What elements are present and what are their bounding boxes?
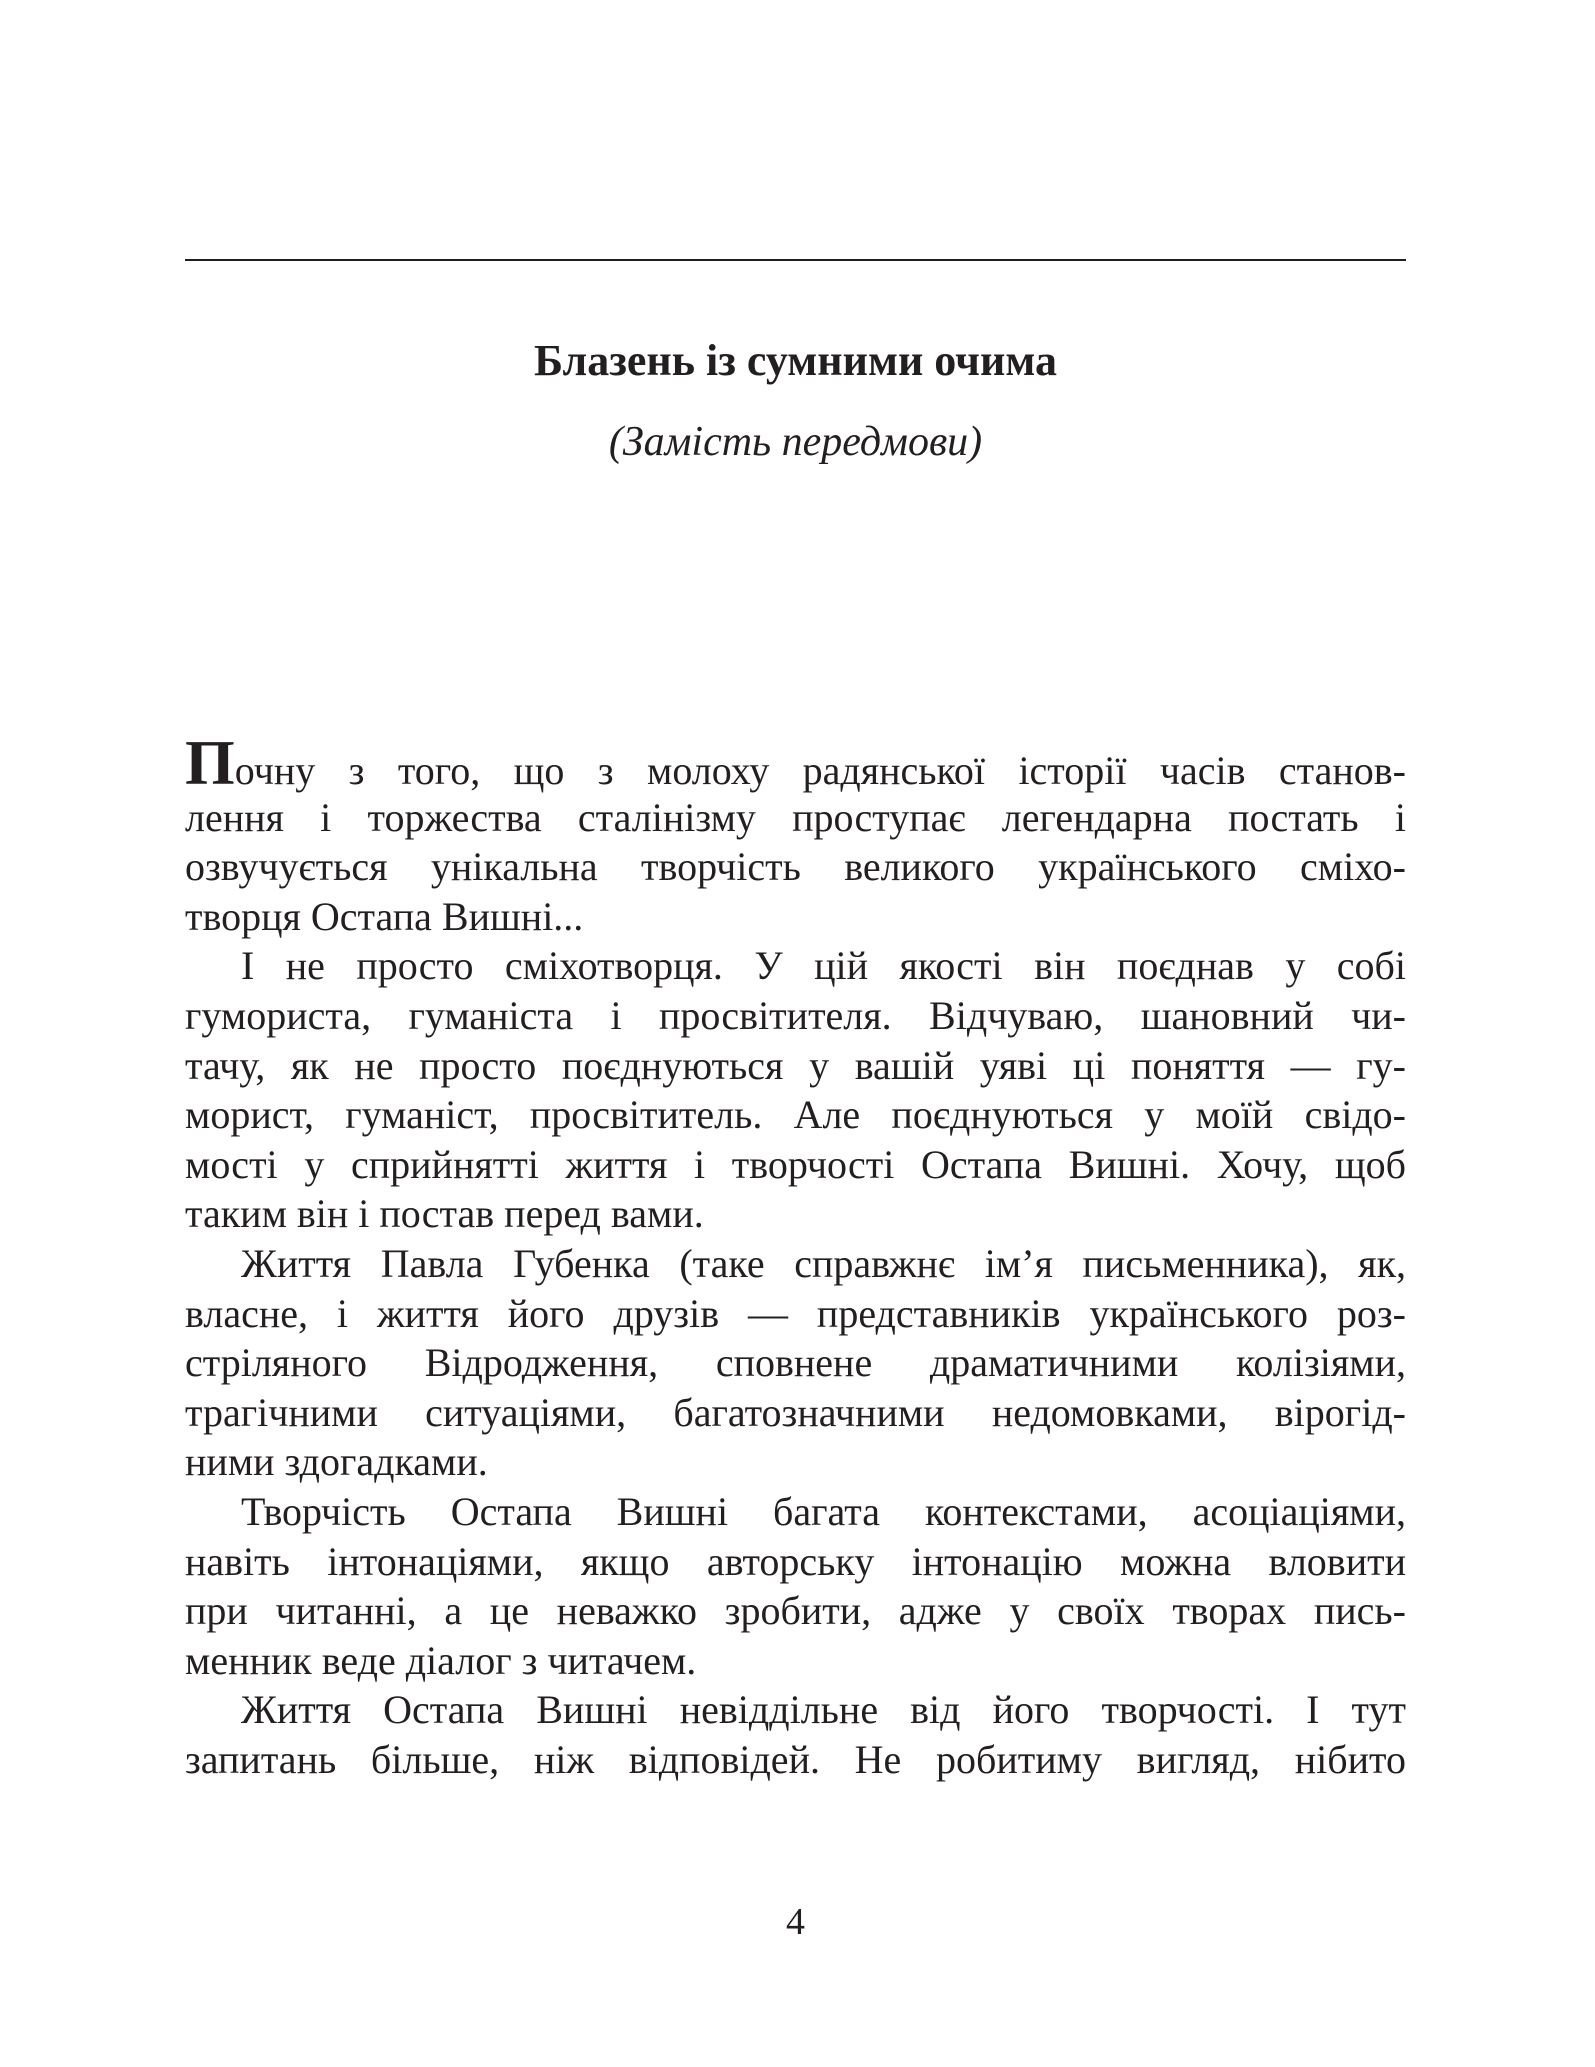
text-line [185, 892, 1406, 942]
text-line-content: менник веде діалог з читачем. [185, 1637, 697, 1683]
text-line [185, 1636, 1406, 1686]
text-line-content: стріляного Відродження, сповнене драматичними колізіями, [185, 1340, 1406, 1386]
text-line-content: трагічними ситуаціями, багатозначними недомовками, вірогід- [185, 1389, 1406, 1435]
text-line-content: власне, і життя його друзів — представників українського роз- [185, 1290, 1406, 1336]
text-line-content: мості у сприйнятті життя і творчості Остапа Вишні. Хочу, щоб [185, 1141, 1406, 1187]
text-line-content: при читанні, а це неважко зробити, адже у своїх творах пись- [185, 1588, 1406, 1634]
page-number: 4 [786, 1901, 805, 1943]
chapter-title: Блазень із сумними очима [534, 336, 1057, 385]
text-line-content: тачу, як не просто поєднуються у вашій уяві ці поняття — гу- [185, 1042, 1406, 1088]
text-line [185, 1041, 1406, 1091]
text-line-content: морист, гуманіст, просвітитель. Але поєднуються у моїй свідо- [185, 1092, 1406, 1138]
text-line-content: таким він і постав перед вами. [185, 1191, 704, 1237]
text-line-content: озвучується унікальна творчість великого українського сміхо- [185, 844, 1406, 890]
text-line-content: навіть інтонаціями, якщо авторську інтонацію можна вловити [185, 1538, 1406, 1584]
text-line [185, 1338, 1406, 1388]
text-line-content: ними здогадками. [185, 1439, 488, 1485]
text-line [185, 1487, 1406, 1537]
text-line [185, 1735, 1406, 1785]
text-line-content: І не просто сміхотворця. У цій якості він поєднав у собі [241, 943, 1406, 989]
text-line-content: лення і торжества сталінізму проступає легендарна постать і [185, 794, 1406, 840]
chapter-subtitle: (Замість передмови) [608, 419, 983, 465]
text-line [185, 793, 1406, 843]
header-rule [185, 259, 1406, 261]
text-line-content: творця Остапа Вишні... [185, 893, 584, 939]
text-line [185, 1537, 1406, 1587]
text-line-content: гумориста, гуманіста і просвітителя. Відчуваю, шановний чи- [185, 992, 1406, 1038]
text-line-content: Життя Остапа Вишні невіддільне від його творчості. І тут [241, 1687, 1406, 1733]
text-line [185, 1289, 1406, 1339]
drop-cap: П [185, 727, 235, 798]
text-line [185, 1239, 1406, 1289]
text-line [185, 1437, 1406, 1487]
body-text [185, 727, 1406, 1784]
text-line [185, 1586, 1406, 1636]
text-line [185, 991, 1406, 1041]
text-line-content: запитань більше, ніж відповідей. Не робитиму вигляд, нібито [185, 1736, 1406, 1782]
text-line [185, 1388, 1406, 1438]
text-line-content: очну з того, що з молоху радянської історії часів станов- [234, 748, 1406, 793]
text-line [185, 727, 1406, 798]
text-line [185, 1189, 1406, 1239]
text-line [185, 1090, 1406, 1140]
text-line [185, 941, 1406, 991]
text-line [185, 842, 1406, 892]
text-line-content: Творчість Остапа Вишні багата контекстами, асоціаціями, [241, 1488, 1406, 1534]
text-line [185, 1685, 1406, 1735]
text-line-content: Життя Павла Губенка (таке справжнє ім’я письменника), як, [241, 1240, 1406, 1286]
text-line [185, 1140, 1406, 1190]
